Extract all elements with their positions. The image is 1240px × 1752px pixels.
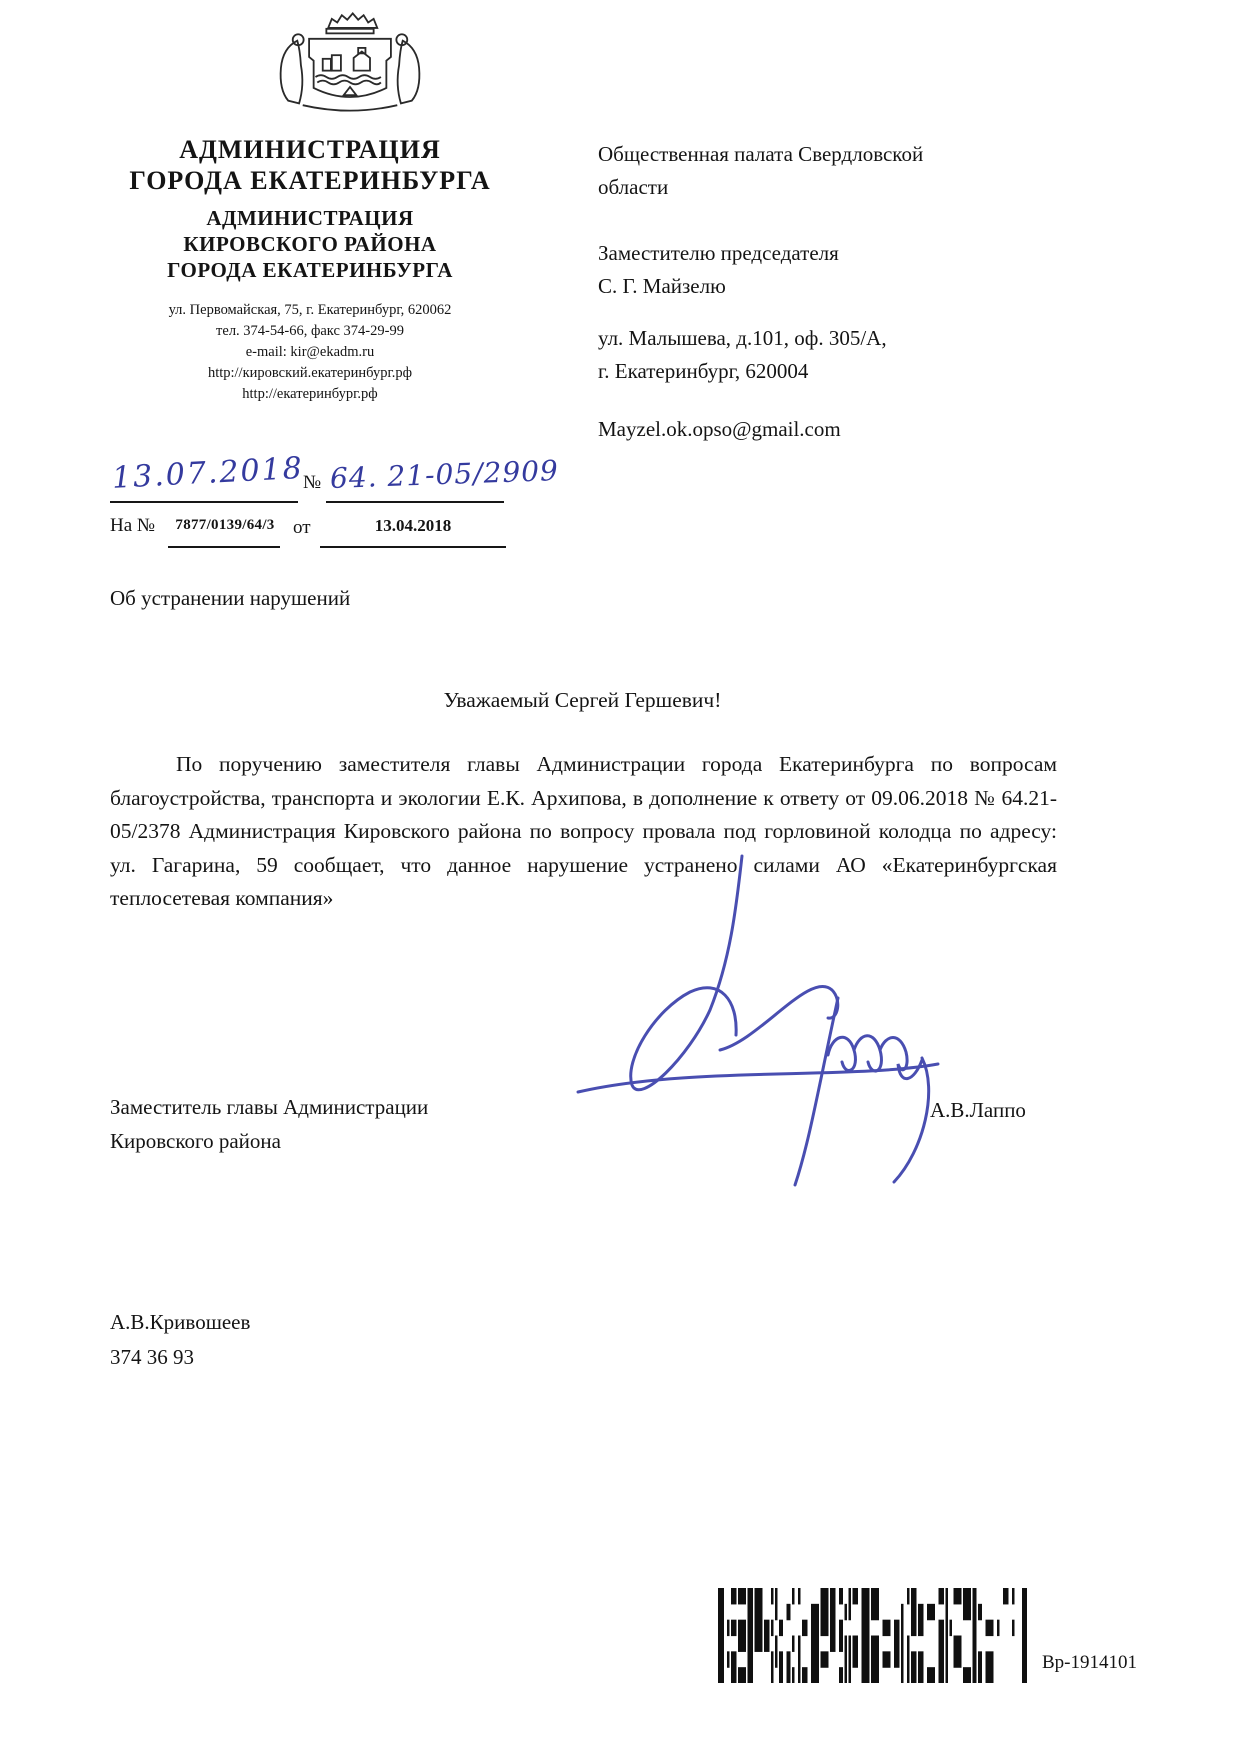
underline — [168, 546, 280, 548]
contact-email: e-mail: kir@ekadm.ru — [245, 344, 375, 360]
executor-phone: 374 36 93 — [110, 1345, 194, 1369]
recipient-email: Mayzel.ok.opso@gmail.com — [598, 417, 841, 441]
incoming-ref-date: 13.04.2018 — [374, 516, 452, 535]
ref-number-handwritten: 64. 21-05/2909 — [329, 454, 560, 495]
numero-sign: № — [303, 472, 322, 493]
executor-name: А.В.Кривошеев — [110, 1310, 251, 1334]
recipient-position: Заместителю председателя — [598, 241, 839, 265]
division-name-line: ГОРОДА ЕКАТЕРИНБУРГА — [167, 258, 453, 282]
signer-position — [110, 1090, 428, 1158]
contact-address: ул. Первомайская, 75, г. Екатеринбург, 620062 — [168, 302, 452, 318]
incoming-ref-label: На № — [110, 515, 156, 536]
org-name-line: АДМИНИСТРАЦИЯ — [179, 135, 441, 164]
division-name-line: АДМИНИСТРАЦИЯ — [206, 206, 414, 230]
executor-block — [110, 1305, 250, 1375]
recipient-name: С. Г. Майзелю — [598, 274, 726, 298]
signer-name: А.В.Лаппо — [930, 1098, 1026, 1122]
underline — [326, 501, 504, 503]
division-name-line: КИРОВСКОГО РАЙОНА — [183, 232, 437, 256]
salutation: Уважаемый Сергей Гершевич! — [443, 688, 722, 712]
recipient-org-line: области — [598, 175, 669, 199]
contact-website: http://кировский.екатеринбург.рф — [207, 365, 413, 381]
signer-position-line: Кировского района — [110, 1129, 281, 1153]
body-paragraph: По поручению заместителя главы Администрации города Екатеринбурга по вопросам благоустройства, транспорта и экологии Е.К. Архипова, в дополнение к ответу от 09.06.2018 № 64.21-05/2378 Администрация Кировского района по вопросу провала под горловиной колодца по адресу: ул. Гагарина, 59 сообщает, что данное нарушение устранено силами АО «Екатеринбургская теплосетевая компания» — [110, 752, 1057, 910]
contact-phone: тел. 374-54-66, факс 374-29-99 — [216, 323, 404, 339]
contact-website: http://екатеринбург.рф — [242, 386, 378, 402]
incoming-ref-number: 7877/0139/64/3 — [175, 517, 275, 533]
underline — [110, 501, 298, 503]
recipient-address: г. Екатеринбург, 620004 — [598, 359, 809, 383]
recipient-address: ул. Малышева, д.101, оф. 305/А, — [598, 326, 887, 350]
incoming-ref-from-label: от — [293, 517, 311, 538]
ref-date-handwritten: 13.07.2018 — [111, 450, 305, 496]
coat-of-arms-icon — [250, 6, 450, 118]
signature — [570, 850, 970, 1200]
recipient-org-line: Общественная палата Свердловской — [598, 142, 924, 166]
subject-line: Об устранении нарушений — [110, 586, 351, 610]
signer-position-line: Заместитель главы Администрации — [110, 1095, 429, 1119]
barcode-icon — [718, 1588, 1030, 1683]
underline — [320, 546, 506, 548]
org-name-line: ГОРОДА ЕКАТЕРИНБУРГА — [129, 166, 491, 195]
barcode-label: Вр-1914101 — [1042, 1652, 1137, 1673]
